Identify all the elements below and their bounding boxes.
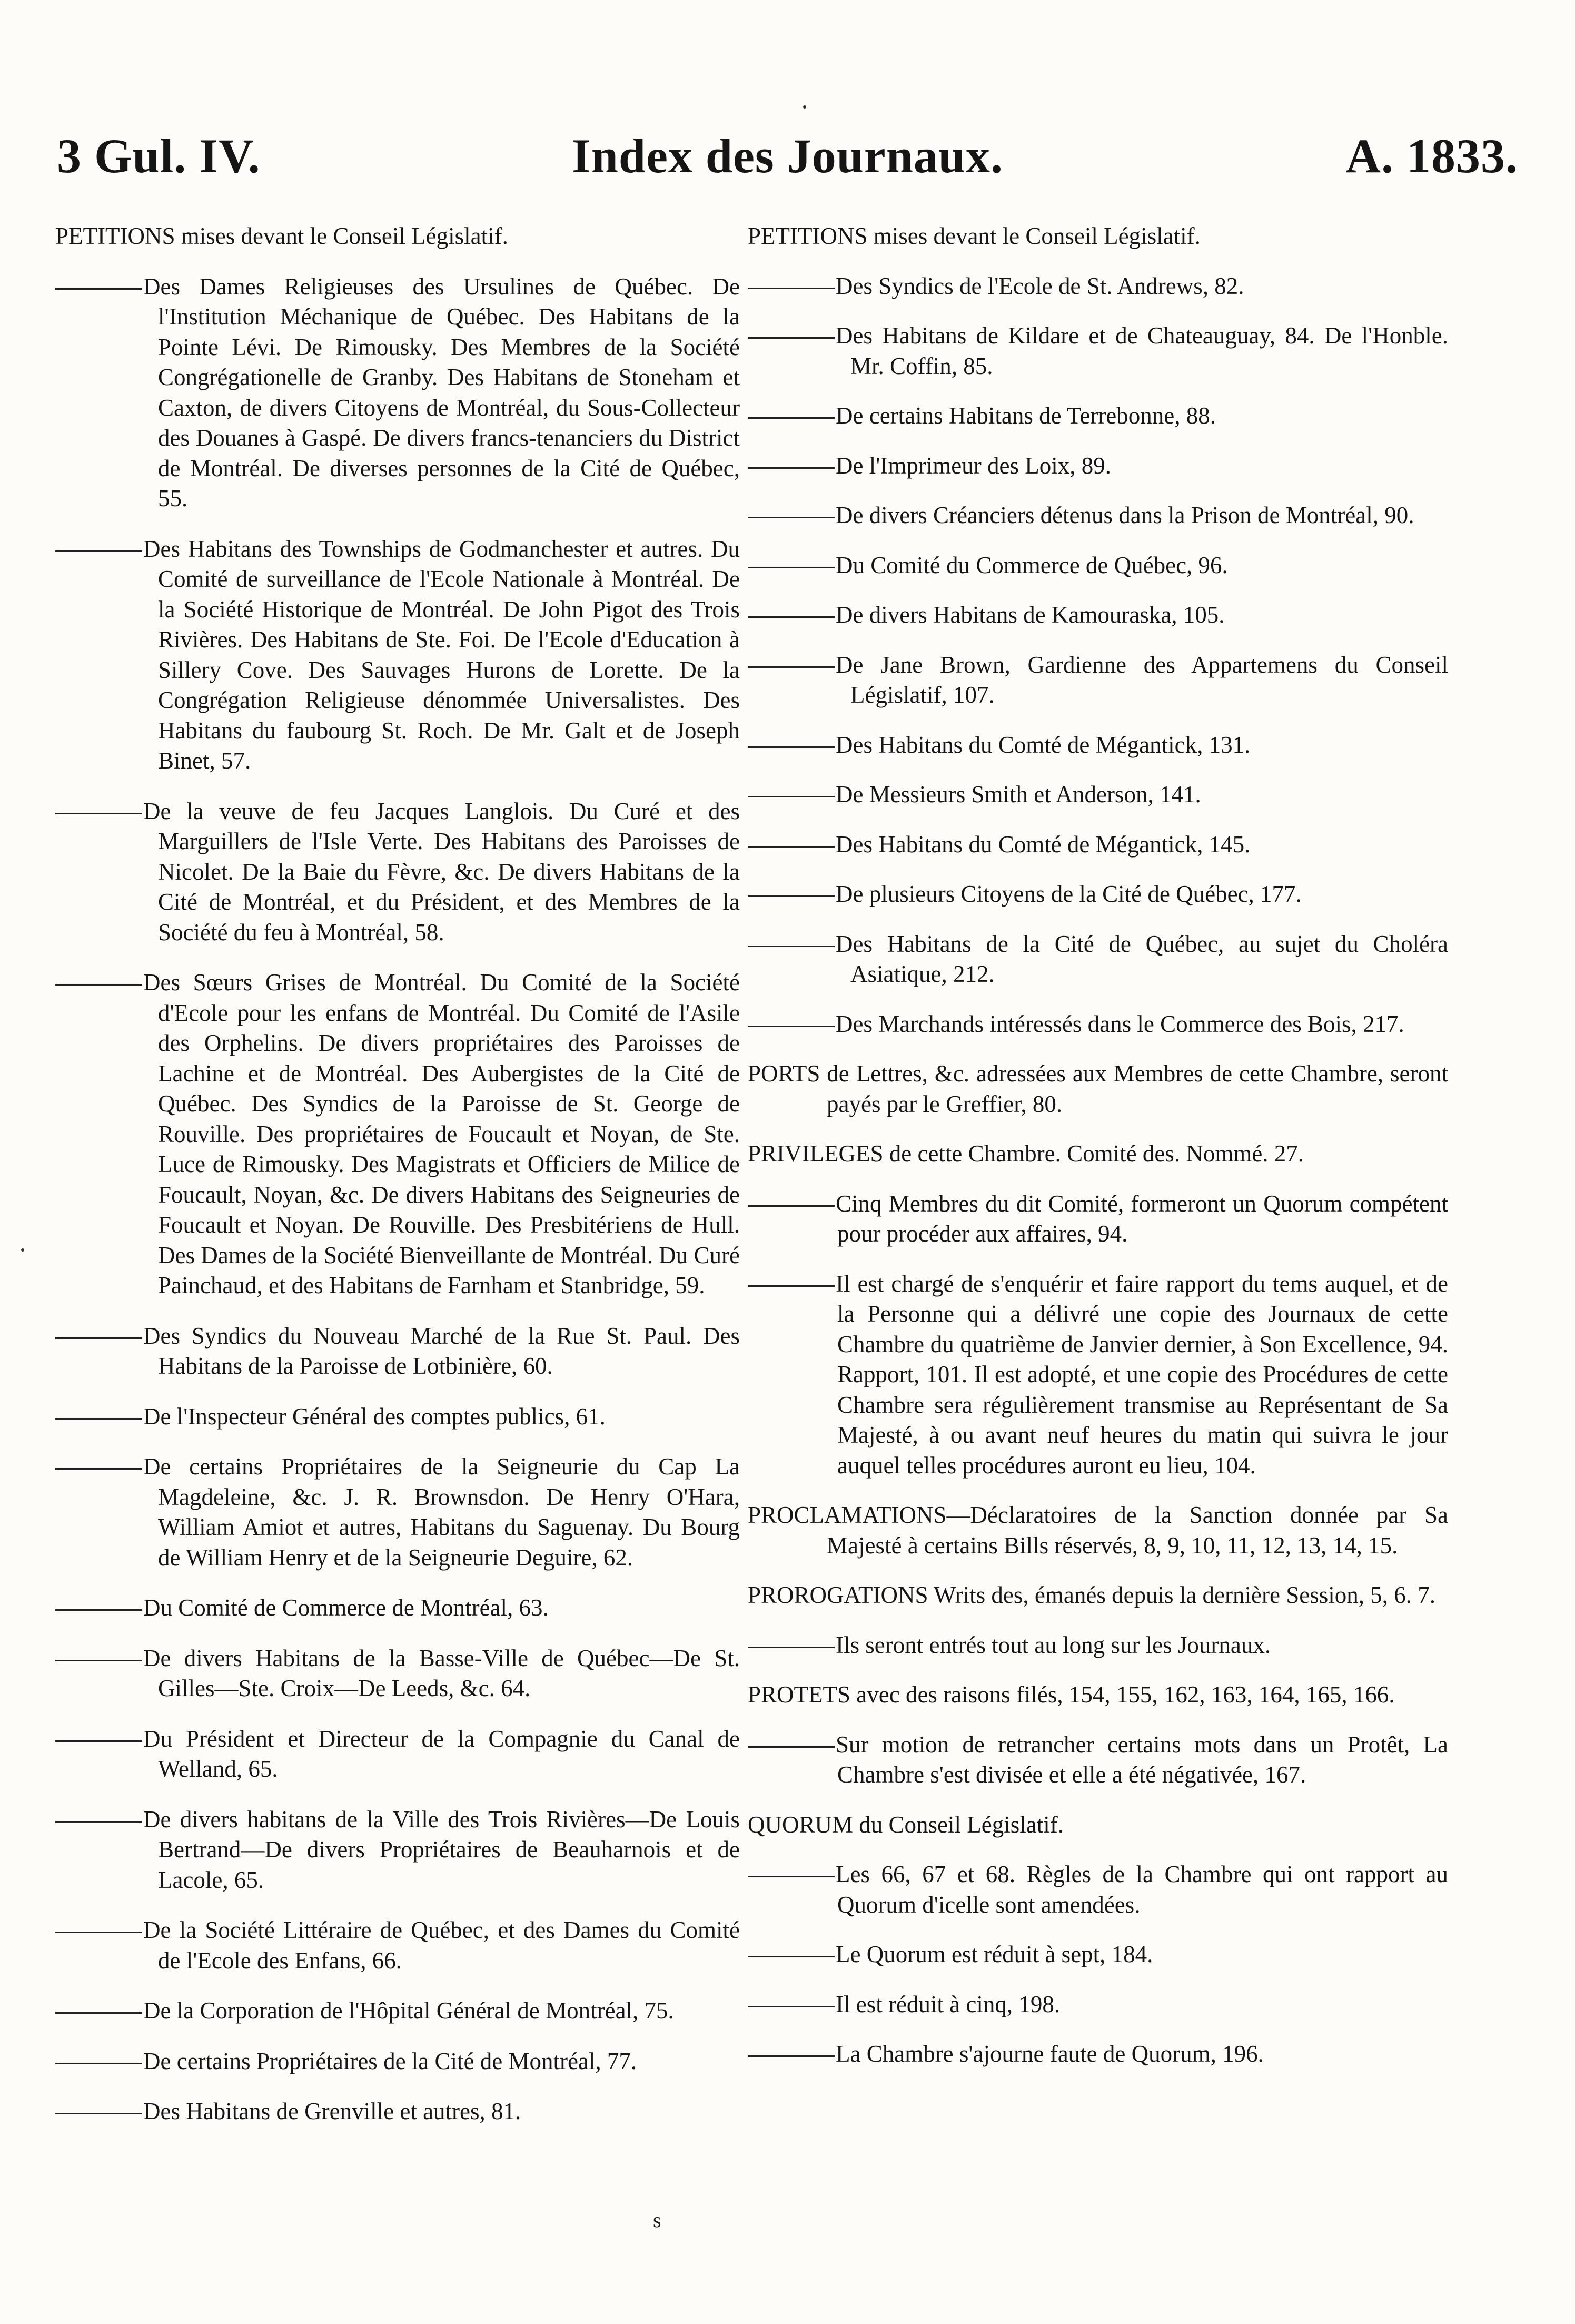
right-entry-list (748, 271, 1448, 1040)
page-title: Index des Journaux. (571, 129, 1004, 183)
entry-text: Cinq Membres du dit Comité, formeront un Quorum compétent pour procéder aux affaires, 94. (836, 1190, 1448, 1247)
index-entry (748, 830, 1448, 860)
index-entry (748, 879, 1448, 910)
entry-text: Il est chargé de s'enquérir et faire rapport du tems auquel, et de la Personne qui a délivré une copie des Journaux de cette Chambre du quatrième de Janvier dernier, à Son Excellence, 94. Rapport, 101. Il est adopté, et une copie des Procédures de cette Chambre sera régulièrement transmise au Représentant de Sa Majesté, à ou avant neuf heures du matin qui suivra le jour auquel telles procédures auront eu lieu, 104. (836, 1270, 1448, 1479)
entry-text: De la Société Littéraire de Québec, et des Dames du Comité de l'Ecole des Enfans, 66. (143, 1917, 740, 1974)
leader-dash (55, 1932, 142, 1933)
index-entry (748, 730, 1448, 761)
index-entry (55, 968, 740, 1301)
leader-dash (748, 616, 835, 618)
leader-dash (55, 1660, 142, 1661)
index-entry-quorum: QUORUM du Conseil Législatif. (748, 1811, 1064, 1838)
leader-dash (748, 846, 835, 848)
entry-text: Les 66, 67 et 68. Règles de la Chambre qui ont rapport au Quorum d'icelle sont amendées. (836, 1861, 1448, 1918)
index-entry (55, 1321, 740, 1382)
index-entry (748, 929, 1448, 990)
leader-dash (748, 1285, 835, 1287)
leader-dash (55, 1821, 142, 1823)
index-entry (55, 1805, 740, 1896)
index-entry (55, 1643, 740, 1704)
index-entry (55, 796, 740, 948)
section-heading: PETITIONS mises devant le Conseil Législatif. (55, 223, 508, 249)
entry-text: De certains Habitans de Terrebonne, 88. (836, 402, 1216, 429)
leader-dash (748, 796, 835, 797)
index-entry (55, 534, 740, 776)
entry-text: De certains Propriétaires de la Seigneurie du Cap La Magdeleine, &c. J. R. Brownsdon. De Henry O'Hara, William Amiot et autres, Habitans du Saguenay. Du Bourg de William Henry et de la Seigneurie Deguire, 62. (143, 1453, 740, 1571)
protets-subentries (748, 1730, 1448, 1790)
index-subentry (748, 1859, 1448, 1920)
entry-text: De plusieurs Citoyens de la Cité de Québec, 177. (836, 881, 1302, 907)
entry-text: De Messieurs Smith et Anderson, 141. (836, 781, 1201, 808)
leader-dash (748, 1956, 835, 1957)
regnal-year: 3 Gul. IV. (57, 129, 261, 183)
leader-dash (55, 1740, 142, 1742)
index-entry (55, 1593, 740, 1623)
entry-text: Sur motion de retrancher certains mots dans un Protêt, La Chambre s'est divisée et elle a été négativée, 167. (836, 1731, 1448, 1788)
left-entry-list (55, 272, 740, 2127)
index-entry (55, 1452, 740, 1573)
prorogations-subentries (748, 1630, 1448, 1661)
entry-text: Du Comité de Commerce de Montréal, 63. (143, 1594, 549, 1621)
entry-text: Des Dames Religieuses des Ursulines de Québec. De l'Institution Méchanique de Québec. Des Habitans de la Pointe Lévi. De Rimousky. Des Membres de la Société Congrégationelle de Granby. Des Habitans de Stoneham et Caxton, de divers Citoyens de Montréal, du Sous-Collecteur des Douanes à Gaspé. De divers francs-tenanciers du District de Montréal. De diverses personnes de la Cité de Québec, 55. (143, 273, 740, 511)
leader-dash (748, 2006, 835, 2007)
index-entry (55, 1996, 740, 2026)
index-subentry (748, 1990, 1448, 2020)
leader-dash (748, 1205, 835, 1207)
leader-dash (748, 288, 835, 289)
leader-dash (748, 895, 835, 897)
entry-text: Du Comité du Commerce de Québec, 96. (836, 552, 1228, 578)
entry-text: Des Sœurs Grises de Montréal. Du Comité de la Société d'Ecole pour les enfans de Montréal. Du Comité de l'Asile des Orphelins. De divers propriétaires des Paroisses de Lachine et de Montréal. Des Aubergistes de la Cité de Québec. Des Syndics de la Paroisse de St. George de Rouville. Des propriétaires de Foucault et Noyan, de Ste. Luce de Rimousky. Des Magistrats et Officiers de Milice de Foucault, Noyan, &c. De divers Habitans des Seigneuries de Foucault et Noyan. De Rouville. Des Presbitériens de Hull. Des Dames de la Société Bienveillante de Montréal. Du Curé Painchaud, et des Habitans de Farnham et Stanbridge, 59. (143, 969, 740, 1298)
index-entry (55, 2046, 740, 2077)
index-subentry (748, 1189, 1448, 1249)
index-entry (748, 650, 1448, 711)
index-subentry (748, 1939, 1448, 1970)
leader-dash (748, 1647, 835, 1648)
leader-dash (55, 813, 142, 814)
entry-text: La Chambre s'ajourne faute de Quorum, 196. (836, 2041, 1264, 2067)
leader-dash (748, 337, 835, 339)
entry-text: Des Marchands intéressés dans le Commerce des Bois, 217. (836, 1010, 1404, 1037)
privileges-subentries (748, 1189, 1448, 1481)
index-entry (748, 451, 1448, 481)
quorum-subentries (748, 1859, 1448, 2070)
index-entry-prorogations: PROROGATIONS Writs des, émanés depuis la dernière Session, 5, 6. 7. (748, 1582, 1435, 1608)
entry-text: Des Habitans des Townships de Godmanchester et autres. Du Comité de surveillance de l'Ecole Nationale à Montréal. De la Société Historique de Montréal. De John Pigot des Trois Rivières. Des Habitans de Ste. Foi. De l'Ecole d'Education à Sillery Cove. Des Sauvages Hurons de Lorette. De la Congrégation Religieuse dénommée Universalistes. Des Habitans du faubourg St. Roch. De Mr. Galt et de Joseph Binet, 57. (143, 535, 740, 774)
leader-dash (748, 567, 835, 568)
leader-dash (748, 946, 835, 947)
leader-dash (55, 1468, 142, 1470)
right-column (748, 221, 1448, 2070)
index-subentry (748, 1730, 1448, 1790)
leader-dash (55, 2012, 142, 2014)
index-entry (748, 1009, 1448, 1040)
entry-text: Des Syndics de l'Ecole de St. Andrews, 82. (836, 272, 1244, 299)
entry-text: Des Habitans du Comté de Mégantick, 145. (836, 831, 1251, 858)
index-entry (55, 272, 740, 514)
entry-text: De divers Habitans de Kamouraska, 105. (836, 602, 1225, 628)
leader-dash (55, 984, 142, 986)
leader-dash (748, 666, 835, 668)
entry-text: De certains Propriétaires de la Cité de Montréal, 77. (143, 2047, 637, 2074)
leader-dash (55, 550, 142, 552)
print-speck (803, 105, 806, 109)
index-entry-ports: PORTS de Lettres, &c. adressées aux Membres de cette Chambre, seront payés par le Greffier, 80. (748, 1060, 1448, 1117)
print-speck (21, 1248, 24, 1252)
index-entry-proclamations: PROCLAMATIONS—Déclaratoires de la Sanction donnée par Sa Majesté à certains Bills réservés, 8, 9, 10, 11, 12, 13, 14, 15. (748, 1502, 1448, 1559)
leader-dash (55, 1337, 142, 1339)
entry-text: Des Syndics du Nouveau Marché de la Rue St. Paul. Des Habitans de la Paroisse de Lotbinière, 60. (143, 1322, 740, 1379)
leader-dash (748, 517, 835, 518)
entry-text: Des Habitans du Comté de Mégantick, 131. (836, 731, 1251, 758)
entry-text: Ils seront entrés tout au long sur les Journaux. (836, 1631, 1271, 1658)
left-column (55, 221, 740, 2127)
entry-text: De divers Créanciers détenus dans la Prison de Montréal, 90. (836, 502, 1414, 528)
leader-dash (748, 1746, 835, 1748)
year-label: A. 1833. (1345, 129, 1518, 183)
leader-dash (748, 467, 835, 469)
index-entry (748, 500, 1448, 531)
entry-text: Il est réduit à cinq, 198. (836, 1991, 1061, 2017)
entry-text: De l'Inspecteur Général des comptes publics, 61. (143, 1403, 606, 1430)
entry-text: De divers habitans de la Ville des Trois Rivières—De Louis Bertrand—De divers Propriétaires de Beauharnois et de Lacole, 65. (143, 1806, 740, 1893)
leader-dash (55, 2113, 142, 2114)
leader-dash (748, 746, 835, 748)
leader-dash (55, 1418, 142, 1420)
index-entry (748, 780, 1448, 810)
entry-text: De la Corporation de l'Hôpital Général de Montréal, 75. (143, 1997, 674, 2024)
page-header (0, 124, 1575, 188)
leader-dash (55, 1609, 142, 1611)
index-entry (55, 1402, 740, 1432)
signature-mark: s (653, 2208, 661, 2232)
leader-dash (748, 2055, 835, 2057)
entry-text: Le Quorum est réduit à sept, 184. (836, 1941, 1153, 1967)
leader-dash (748, 1026, 835, 1027)
index-entry (748, 271, 1448, 302)
index-entry (748, 600, 1448, 631)
index-entry (748, 401, 1448, 431)
leader-dash (748, 1876, 835, 1877)
entry-text: De Jane Brown, Gardienne des Appartemens du Conseil Législatif, 107. (836, 651, 1448, 708)
entry-text: Du Président et Directeur de la Compagnie du Canal de Welland, 65. (143, 1725, 740, 1782)
index-entry-privileges: PRIVILEGES de cette Chambre. Comité des. Nommé. 27. (748, 1140, 1304, 1167)
index-subentry (748, 1630, 1448, 1661)
index-entry (748, 550, 1448, 581)
entry-text: Des Habitans de la Cité de Québec, au sujet du Choléra Asiatique, 212. (836, 930, 1448, 987)
leader-dash (55, 2063, 142, 2064)
index-entry-protets: PROTETS avec des raisons filés, 154, 155, 162, 163, 164, 165, 166. (748, 1681, 1395, 1708)
entry-text: Des Habitans de Kildare et de Chateauguay, 84. De l'Honble. Mr. Coffin, 85. (836, 322, 1448, 379)
entry-text: Des Habitans de Grenville et autres, 81. (143, 2098, 521, 2124)
index-subentry (748, 1269, 1448, 1481)
entry-text: De l'Imprimeur des Loix, 89. (836, 452, 1111, 479)
index-entry (55, 1724, 740, 1785)
leader-dash (748, 417, 835, 419)
entry-text: De divers Habitans de la Basse-Ville de Québec—De St. Gilles—Ste. Croix—De Leeds, &c. 64. (143, 1644, 740, 1701)
index-entry (748, 321, 1448, 381)
index-entry (55, 2096, 740, 2127)
leader-dash (55, 288, 142, 290)
index-subentry (748, 2039, 1448, 2070)
entry-text: De la veuve de feu Jacques Langlois. Du Curé et des Marguillers de l'Isle Verte. Des Habitans des Paroisses de Nicolet. De la Baie du Fèvre, &c. De divers Habitans de la Cité de Montréal, et du Président, et des Membres de la Société du feu à Montréal, 58. (143, 797, 740, 946)
section-heading: PETITIONS mises devant le Conseil Législatif. (748, 223, 1201, 249)
index-entry (55, 1915, 740, 1976)
